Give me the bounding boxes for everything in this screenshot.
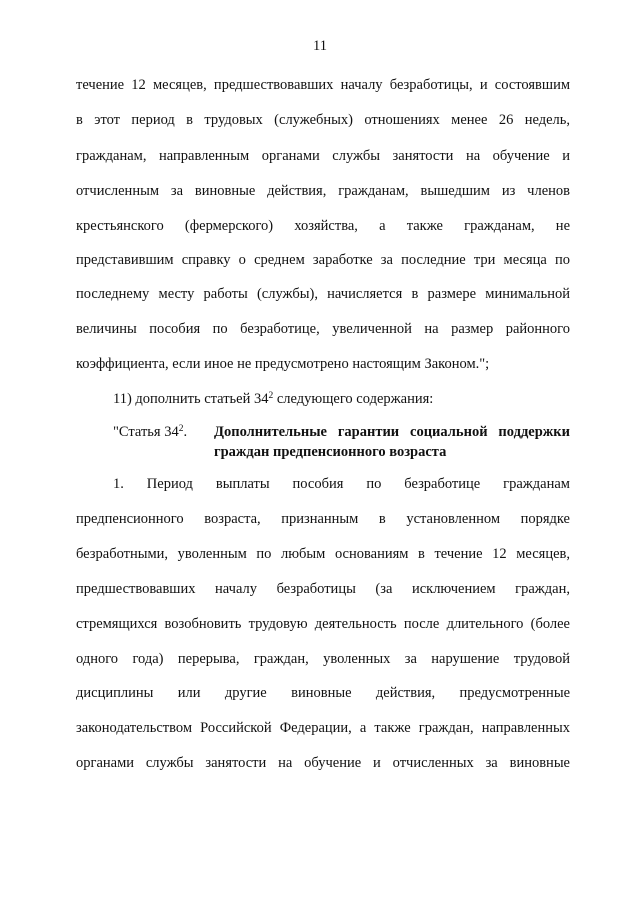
text-line: в этот период в трудовых (служебных) отношениях менее 26 недель, (76, 112, 570, 128)
item-11 (113, 389, 570, 409)
text-line: предшествовавших началу безработицы (за исключением граждан, (76, 581, 570, 597)
text-line: дисциплины или другие виновные действия, предусмотренные (76, 685, 570, 701)
text-line: законодательством Российской Федерации, а также граждан, направленных (76, 720, 570, 736)
text-line: последнему месту работы (службы), начисляется в размере минимальной (76, 286, 570, 302)
text-line: представившим справку о среднем заработке за последние три месяца по (76, 252, 570, 268)
text-line: одного года) перерыва, граждан, уволенных за нарушение трудовой (76, 651, 570, 667)
article-title (214, 422, 570, 462)
article-title-line: граждан предпенсионного возраста (214, 444, 447, 460)
item-11-text-end: следующего содержания: (273, 391, 434, 407)
text-line: величины пособия по безработице, увеличенной на размер районного (76, 321, 570, 337)
article-title-line: Дополнительные гарантии социальной поддержки (214, 424, 570, 440)
text-line: гражданам, направленным органами службы занятости на обучение и (76, 148, 570, 164)
article-label-text: "Статья 34 (113, 424, 179, 440)
text-line: коэффициента, если иное не предусмотрено настоящим Законом."; (76, 356, 490, 372)
item-11-text: 11) дополнить статьей 34 (113, 391, 269, 407)
text-line: стремящихся возобновить трудовую деятельность после длительного (более (76, 616, 570, 632)
text-line: предпенсионного возраста, признанным в установленном порядке (76, 511, 570, 527)
article-label (113, 422, 213, 442)
text-line: течение 12 месяцев, предшествовавших началу безработицы, и состоявшим (76, 77, 570, 93)
text-line: органами службы занятости на обучение и отчисленных за виновные (76, 755, 570, 771)
article-label-superscript: 2 (178, 424, 184, 434)
text-line: крестьянского (фермерского) хозяйства, а также гражданам, не (76, 218, 570, 234)
article-label-dot: . (183, 424, 188, 440)
item-11-superscript: 2 (268, 391, 274, 401)
text-line: 1. Период выплаты пособия по безработице гражданам (113, 476, 570, 492)
page-number: 11 (313, 38, 327, 54)
text-line: отчисленным за виновные действия, гражданам, вышедшим из членов (76, 183, 570, 199)
text-line: безработными, уволенным по любым основаниям в течение 12 месяцев, (76, 546, 570, 562)
